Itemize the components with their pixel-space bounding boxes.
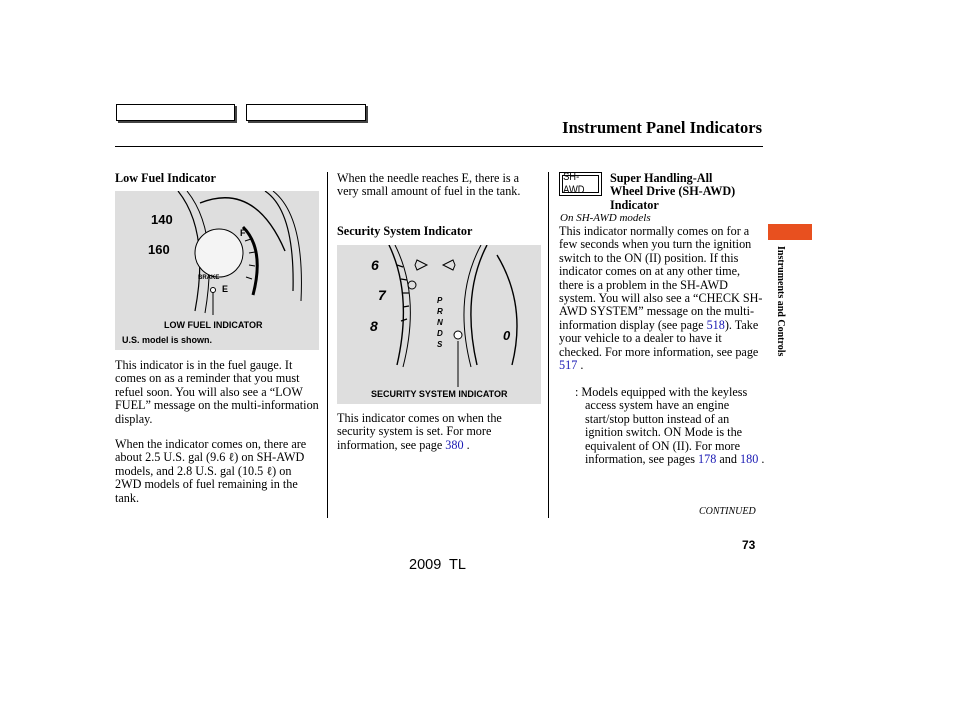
page-number: 73 [742, 538, 756, 552]
security-gauge-label-8: 8 [370, 318, 378, 334]
gauge-label-140: 140 [151, 212, 173, 227]
gauge-label-160: 160 [148, 242, 170, 257]
security-paragraph-text: This indicator comes on when the security system is set. For more information, see page [337, 411, 502, 452]
sh-awd-subhead: On SH-AWD models [560, 212, 651, 224]
security-figure [337, 245, 541, 404]
sh-awd-heading-line-1: Super Handling-All [610, 171, 713, 185]
low-fuel-paragraph-2: When the indicator comes on, there are about 2.5 U.S. gal (9.6 ℓ) on SH-AWD models, and 2.8 U.S. gal (10.5 ℓ) on 2WD models of fuel remaining in the tank. [115, 437, 307, 505]
column-divider-2 [548, 172, 549, 518]
sh-awd-indicator-icon [559, 172, 602, 196]
needle-paragraph: When the needle reaches E, there is a very small amount of fuel in the tank. [337, 171, 521, 199]
page-link-518[interactable]: 518 [706, 317, 725, 332]
gear-letter-r: R [437, 307, 443, 316]
low-fuel-heading: Low Fuel Indicator [115, 171, 216, 185]
column-divider-1 [327, 172, 328, 518]
keyless-note-end: . [758, 452, 765, 467]
gear-letter-n: N [437, 318, 443, 327]
sh-awd-paragraph-text-2: ). Take your vehicle to a dealer to have it checked. For more information, see page [559, 317, 759, 359]
sh-awd-icon-label: SH-AWD [563, 170, 585, 196]
sh-awd-paragraph-end: . [577, 358, 584, 373]
security-gauge-label-0: 0 [503, 328, 511, 343]
security-figure-caption: SECURITY SYSTEM INDICATOR [371, 389, 508, 399]
page-link-178[interactable]: 178 [698, 452, 717, 467]
gear-letter-d: D [437, 329, 443, 338]
security-paragraph-end: . [463, 437, 470, 452]
low-fuel-figure-caption: LOW FUEL INDICATOR [164, 320, 263, 330]
nav-button-1[interactable] [116, 104, 235, 121]
security-heading: Security System Indicator [337, 224, 473, 238]
low-fuel-figure [115, 191, 319, 350]
gauge-label-e: E [222, 284, 229, 294]
page-link-380[interactable]: 380 [445, 437, 464, 452]
keyless-note-and: and [716, 452, 741, 467]
continued-label: CONTINUED [699, 506, 756, 517]
low-fuel-figure-note: U.S. model is shown. [122, 335, 213, 345]
low-fuel-paragraph-1: This indicator is in the fuel gauge. It comes on as a reminder that you must refuel soon. You will also see a “LOW FUEL” message on the multi-information display. [115, 358, 319, 426]
section-tab-marker [768, 224, 812, 240]
sh-awd-paragraph-text-1: This indicator normally comes on for a few seconds when you turn the ignition switch to the ON (II) position. If this indicator comes on at any other time, there is a problem in the SH-AWD system. You will also see a “CHECK SH-AWD SYSTEM” message on the multi-information display (see page [559, 224, 763, 332]
sh-awd-heading-line-2: Wheel Drive (SH-AWD) [610, 184, 736, 199]
gear-letter-p: P [437, 296, 443, 305]
section-tab-label: Instruments and Controls [775, 246, 786, 357]
page-link-517[interactable]: 517 [559, 358, 578, 373]
keyless-note [575, 386, 765, 466]
gear-letter-s: S [437, 340, 443, 349]
sh-awd-heading [610, 172, 770, 212]
gauge-label-f: F [240, 228, 246, 238]
security-gauge-label-6: 6 [371, 257, 379, 273]
model-label: 2009 TL [409, 557, 466, 573]
keyless-note-text: : Models equipped with the keyless access system have an engine start/stop button instead of an ignition switch. ON Mode is the equivalent of ON (II). For more information, see pages [575, 385, 748, 467]
security-gauge-label-7: 7 [378, 287, 386, 303]
page-link-180[interactable]: 180 [740, 452, 759, 467]
sh-awd-heading-line-3: Indicator [610, 197, 659, 212]
title-rule [115, 146, 763, 147]
gauge-label-brake: BRAKE [198, 275, 220, 281]
security-paragraph [337, 412, 540, 452]
page-title: Instrument Panel Indicators [562, 118, 762, 137]
nav-button-2[interactable] [246, 104, 366, 121]
sh-awd-paragraph [559, 225, 765, 372]
